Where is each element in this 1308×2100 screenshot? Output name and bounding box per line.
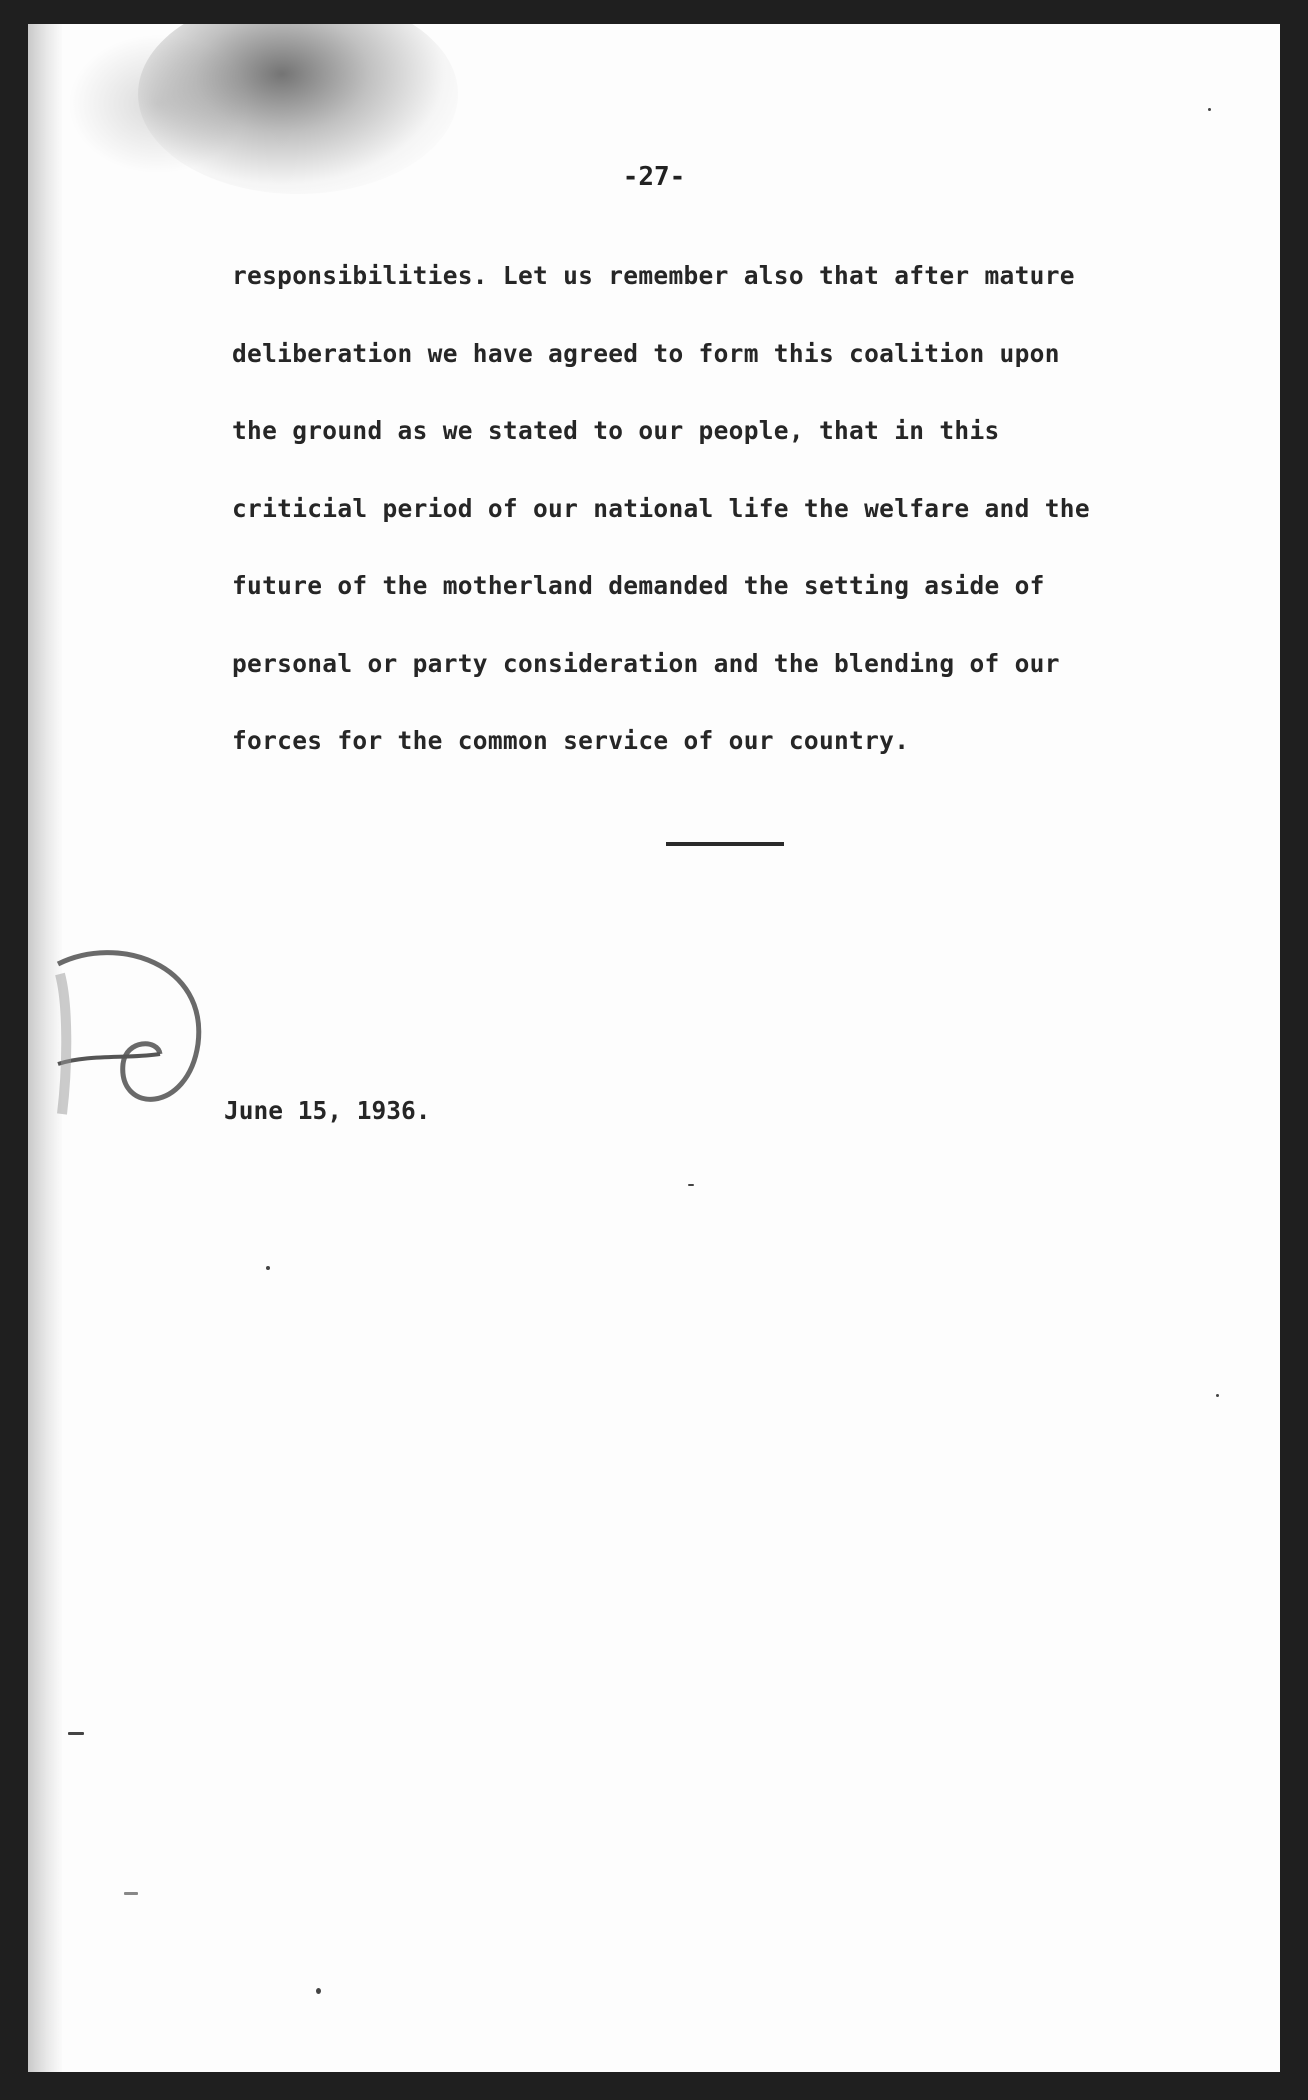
document-date: June 15, 1936. — [224, 1096, 431, 1125]
page-number: -27- — [622, 162, 686, 192]
text-line: the ground as we stated to our people, that in this — [232, 416, 1000, 445]
scan-speck — [316, 1988, 321, 1994]
text-line: responsibilities. Let us remember also that after mature — [232, 261, 1075, 290]
section-divider — [666, 842, 784, 846]
scan-speck — [124, 1892, 138, 1895]
scan-speck — [68, 1732, 84, 1735]
scan-speck — [1208, 108, 1211, 111]
text-line: criticial period of our national life the welfare and the — [232, 493, 1090, 523]
text-line: forces for the common service of our country. — [232, 726, 910, 755]
text-line: deliberation we have agreed to form this coalition upon — [232, 338, 1060, 368]
text-line: future of the motherland demanded the setting aside of — [232, 571, 1045, 600]
body-paragraph — [232, 256, 1192, 799]
document-page — [28, 24, 1280, 2072]
scan-speck — [688, 1184, 694, 1186]
scan-speck — [1216, 1394, 1219, 1397]
scan-speck — [266, 1266, 270, 1270]
text-line: personal or party consideration and the blending of our — [232, 648, 1060, 678]
paper-clip-mark — [48, 944, 218, 1124]
